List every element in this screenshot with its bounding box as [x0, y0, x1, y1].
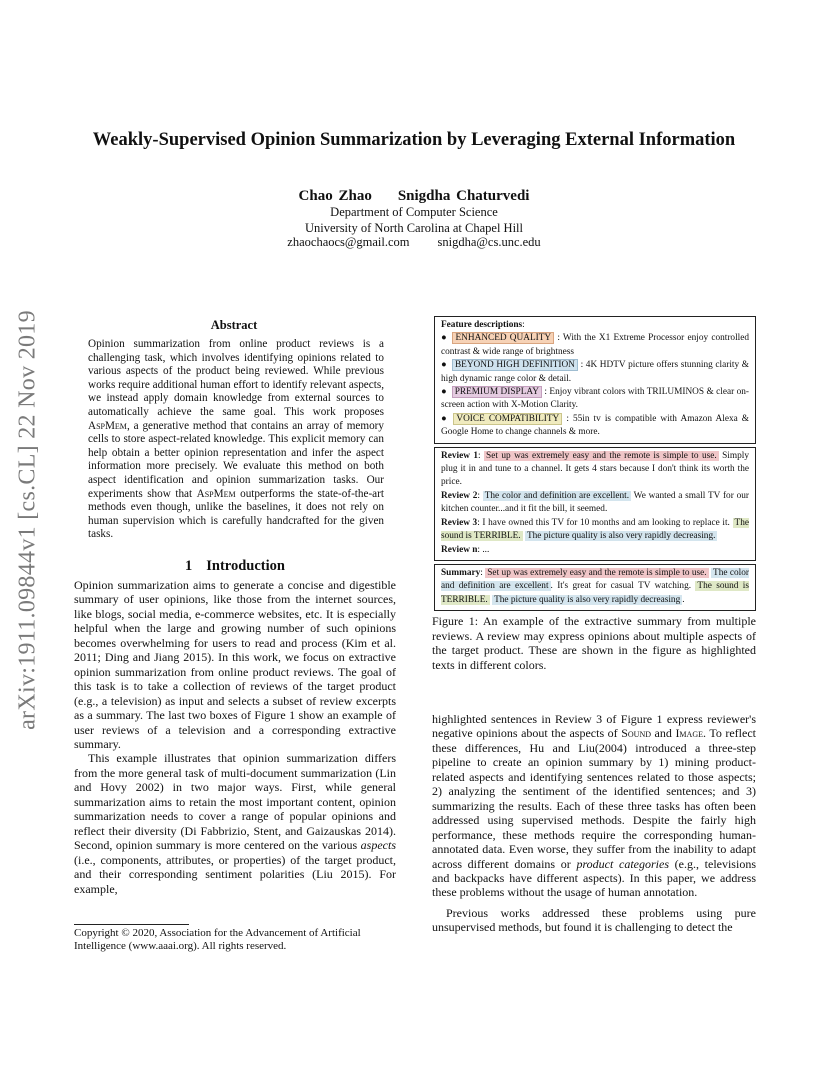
abstract-heading: Abstract [210, 318, 258, 332]
aspect-name: Sound [621, 726, 652, 741]
review-text: I have owned this TV for 10 months and am looking to replace it. [482, 517, 730, 528]
abstract-text: , a generative method that contains an array of memory cells to store aspect-related knowledge. This explicit memory can help obtain a better opinion representation and infer the aspect information more precisely. We evaluate this method on both aspect identification and opinion summarization tasks. Our experiments show that [88, 419, 384, 500]
reviews-box [434, 447, 756, 561]
method-name: AspMem [196, 487, 236, 500]
highlight: The color and definition are excellent. [484, 490, 630, 501]
section-heading [74, 558, 396, 575]
paragraph [74, 751, 396, 896]
author-emails [40, 235, 788, 250]
feature-descriptions-box: Feature descriptions: ● ENHANCED QUALITY : With the X1 Extreme Processor enjoy controlled contrast & wide range of brightness ● BEYOND HIGH DEFINITION : 4K HDTV picture offers stunning clarity & high dynamic range color & detail. ● PREMIUM DISPLAY : Enjoy vibrant colors with TRILUMINOS & clear on-screen action with X-Motion Clarity. ● VOICE COMPATIBILITY : 55in tv is compatible with Amazon Alexa & Google Home to change channels & more. [434, 316, 756, 444]
email: snigdha@cs.unc.edu [437, 235, 541, 249]
text-run: . To reflect these differences, Hu and Liu(2004) introduced a three-step pipeline to create an opinion summary by 1) mining product-related aspects and identifying sentences related to those aspects; 2) analyzing the sentiment of the identified sentences; and 3) summarizing the results. Each of these three tasks has often been addressed using supervised methods. Despite the fairly high performance, these methods require the corresponding human-annotated data. Even worse, they suffer from the inability to adapt across different domains or [432, 726, 757, 871]
paragraph: Opinion summarization aims to generate a concise and digestible summary of user opinions, like those from the internet sources, like blogs, social media, e-commerce websites, etc. It is especially helpful when the large and growing number of such opinions becomes overwhelming for users to read and process (Kim et al. 2011; Ding and Jiang 2015). In this work, we focus on extractive opinion summarization from online product reviews. The goal of this task is to take a collection of reviews of the target product (e.g., a television) as input and selects a subset of review excerpts as a summary. The last two boxes of Figure 1 show an example of user reviews of a television and a corresponding extractive summary. [74, 578, 396, 751]
review-item: Review 3: I have owned this TV for 10 months and am looking to replace it. The sound is TERRIBLE. The picture quality is also very rapidly decreasing. [441, 517, 749, 542]
review-label: Review 1 [441, 450, 478, 461]
feature-name: ENHANCED QUALITY [452, 332, 554, 344]
highlight: The color and definition are excellent [441, 567, 749, 592]
section-title: Introduction [206, 558, 285, 574]
feature-text: : 55in tv is compatible with Amazon Alexa & Google Home to change channels & more. [441, 413, 750, 438]
method-name: AspMem [88, 419, 127, 432]
left-column-text [74, 578, 396, 896]
feature-item: ● VOICE COMPATIBILITY : 55in tv is compatible with Amazon Alexa & Google Home to change channels & more. [441, 413, 750, 438]
highlight: Set up was extremely easy and the remote is simple to use. [486, 450, 717, 461]
paragraph [432, 712, 756, 900]
university: University of North Carolina at Chapel Hill [304, 221, 523, 235]
summary-text: . [682, 594, 685, 605]
figure-caption: Figure 1: An example of the extractive summary from multiple reviews. A review may express opinions about multiple aspects of the target product. These are shown in the figure as highlighted texts in different colors. [432, 614, 756, 672]
review-item: Review n: ... [441, 544, 490, 555]
abstract-text: Opinion summarization from online product reviews is a challenging task, which involves identifying opinions related to various aspects of the product being reviewed. While previous works require additional human effort to identify relevant aspects, we instead apply domain knowledge from external sources to automatically achieve the same goal. This work proposes [88, 338, 384, 418]
highlight: The picture quality is also very rapidly decreasing. [526, 531, 716, 542]
box-label: Feature descriptions [441, 320, 523, 330]
arxiv-stamp [8, 285, 48, 755]
summary-text: . It's great for casual TV watching. [550, 581, 692, 592]
section-number: 1 [185, 558, 193, 574]
author-name: Snigdha Chaturvedi [397, 188, 530, 204]
review-text: Simply plug it in and tune to a channel. It gets 4 stars because I don't think its worth the price. [441, 450, 749, 488]
abstract-text: outperforms the state-of-the-art methods even though, unlike the baselines, it does not rely on human supervision which is carefully handcrafted for the given tasks. [88, 487, 384, 541]
abstract-body [88, 338, 384, 542]
review-item: Review 2: The color and definition are excellent. We wanted a small TV for our kitchen counter...and it fit the bill, it seemed. [441, 490, 749, 515]
summary-box: Summary: Set up was extremely easy and the remote is simple to use. The color and definition are excellent . It's great for casual TV watching. The sound is TERRIBLE. The picture quality is also very rapidly decreasing . [434, 564, 756, 611]
email: zhaochaocs@gmail.com [287, 235, 410, 249]
feature-text: : With the X1 Extreme Processor enjoy controlled contrast & wide range of brightness [441, 333, 750, 357]
review-text: We wanted a small TV for our kitchen counter...and it fit the bill, it seemed. [441, 490, 749, 515]
text-run: highlighted sentences in Review 3 of Figure 1 express reviewer's negative opinions about the aspects of [432, 712, 756, 741]
review-label: Review 3 [441, 517, 478, 528]
aspect-name: Image [675, 726, 703, 741]
department: Department of Computer Science [330, 205, 498, 219]
figure-1 [434, 316, 756, 614]
review-text: ... [482, 544, 490, 555]
highlight: Set up was extremely easy and the remote is simple to use. [487, 567, 707, 578]
copyright-notice: Copyright © 2020, Association for the Advancement of Artificial Intelligence (www.aaai.org). All rights reserved. [74, 927, 361, 952]
text-run: This example illustrates that opinion summarization differs from the more general task of multi-document summarization (Lin and Hovy 2002) in two major ways. First, while general summarization aims to retain the most important content, opinion summarization needs to cover a range of popular opinions and reflect their diversity (Di Fabbrizio, Stent, and Gaizauskas 2014). Second, opinion summary is more centered on the various [74, 751, 396, 853]
author-name: Chao Zhao [298, 188, 372, 204]
affiliation [40, 204, 788, 236]
summary-label: Summary [441, 567, 481, 578]
feature-name: BEYOND HIGH DEFINITION [452, 359, 578, 371]
paragraph: Previous works addressed these problems using pure unsupervised methods, but found it is challenging to detect the [432, 905, 756, 935]
feature-name: VOICE COMPATIBILITY [453, 413, 562, 425]
highlight: The sound is TERRIBLE. [441, 517, 749, 542]
feature-name: PREMIUM DISPLAY [452, 386, 542, 398]
arxiv-stamp-text: arXiv:1911.09844v1 [cs.CL] 22 Nov 2019 [14, 310, 41, 730]
feature-item: ● ENHANCED QUALITY : With the X1 Extreme Processor enjoy controlled contrast & wide range of brightness [441, 333, 750, 357]
review-item: Review 1: Set up was extremely easy and the remote is simple to use. Simply plug it in and tune to a channel. It gets 4 stars because I don't think its worth the price. [441, 450, 749, 488]
review-label: Review n [441, 544, 478, 555]
feature-item: ● PREMIUM DISPLAY : Enjoy vibrant colors with TRILUMINOS & clear on-screen action with X-Motion Clarity. [441, 387, 750, 411]
text-run: and [651, 726, 676, 741]
feature-text: : 4K HDTV picture offers stunning clarity & high dynamic range color & detail. [441, 360, 750, 384]
review-label: Review 2 [441, 490, 478, 501]
emphasis: aspects [360, 838, 396, 853]
text-run: (e.g., televisions and backpacks have different aspects). In this paper, we address these problems without the usage of human annotation. [432, 856, 756, 900]
right-column-text [432, 712, 756, 935]
paper-title: Weakly-Supervised Opinion Summarization by Leveraging External Information [92, 130, 736, 150]
highlight: The picture quality is also very rapidly decreasing [494, 594, 681, 605]
feature-text: : Enjoy vibrant colors with TRILUMINOS & clear on-screen action with X-Motion Clarity. [441, 387, 750, 411]
footnote-rule [74, 924, 189, 925]
author-list [40, 188, 788, 205]
emphasis: product categories [576, 856, 669, 871]
text-run: (i.e., components, attributes, or properties) of the target product, and their corresponding sentiment polarities (Liu 2015). For example, [74, 852, 396, 896]
highlight: The sound is TERRIBLE. [441, 581, 749, 605]
feature-item: ● BEYOND HIGH DEFINITION : 4K HDTV picture offers stunning clarity & high dynamic range color & detail. [441, 360, 750, 384]
